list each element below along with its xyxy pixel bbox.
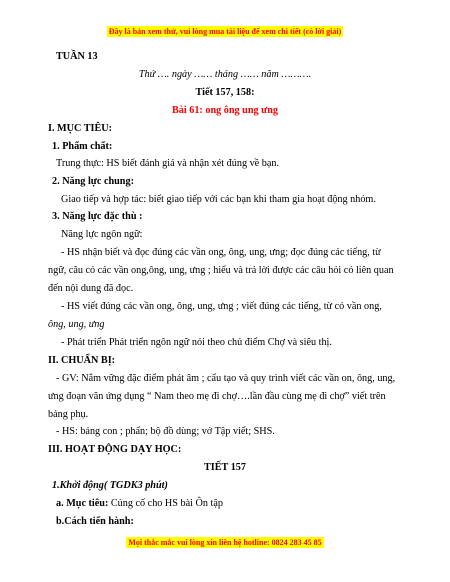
teacher-prep-line-1: - GV: Nắm vững đặc điểm phát âm ; cấu tạo và quy trình viết các vần on, ông, ung, (56, 373, 396, 384)
section-activities-heading: III. HOẠT ĐỘNG DẠY HỌC: (48, 444, 182, 455)
hotline-banner (0, 538, 450, 547)
general-competence-text: Giao tiếp và hợp tác: biết giao tiếp với các bạn khi tham gia hoạt động nhóm. (61, 194, 376, 205)
section-preparation-heading: II. CHUẨN BỊ: (48, 355, 116, 366)
objective-bullet-3: - Phát triển Phát triển ngôn ngữ nói theo chủ điểm Chợ và siêu thị. (61, 337, 332, 348)
lesson-title: Bài 61: ong ông ung ưng (171, 105, 279, 116)
objective-bullet-1-line-2: ngữ, câu có các vần ong,ông, ung, ưng ; hiểu và trả lời được các câu hỏi có liên quan (48, 265, 394, 276)
date-line: Thứ …. ngày …… tháng …… năm ………. (138, 69, 312, 80)
section-objectives-heading: I. MỤC TIÊU: (48, 123, 113, 134)
warmup-goal-label: a. Mục tiêu: (56, 498, 109, 509)
objective-bullet-2-line-1: - HS viết đúng các vần ong, ông, ung, ưng ; viết đúng các tiếng, từ có vần ong, (61, 301, 382, 312)
teacher-prep-line-2: ưng đoạn văn ứng dụng “ Nam theo mẹ đi chợ….lần đầu cùng mẹ đi chợ” viết trên (48, 391, 386, 402)
student-prep: - HS: bảng con ; phấn; bộ đồ dùng; vở Tập viết; SHS. (56, 426, 275, 437)
hotline-banner-text: Mọi thắc mắc vui lòng xin liên hệ hotline: 0824 283 45 85 (128, 538, 322, 547)
language-competence-label: Năng lực ngôn ngữ: (61, 229, 143, 240)
preview-banner-text: Đây là bản xem thử, vui lòng mua tài liệu để xem chi tiết (có lời giải) (108, 27, 342, 36)
objective-bullet-1-line-1: - HS nhận biết và đọc đúng các vần ong, ông, ung, ưng; đọc đúng các tiếng, từ (61, 247, 381, 258)
preview-banner (0, 27, 450, 36)
teacher-prep-line-3: bảng phụ. (48, 409, 89, 420)
period-label: Tiết 157, 158: (195, 87, 255, 98)
warmup-method-heading: b.Cách tiến hành: (56, 516, 134, 527)
activity-period-label: TIẾT 157 (204, 462, 246, 473)
week-label: TUẦN 13 (56, 51, 98, 62)
objective-bullet-1-line-3: đến nội dung đã đọc. (48, 283, 134, 294)
objective-bullet-2-line-2: ông, ung, ưng (48, 319, 105, 330)
warmup-goal (56, 497, 223, 510)
quality-heading: 1. Phẩm chất: (52, 141, 113, 152)
warmup-heading: 1.Khởi động( TGDK3 phút) (52, 480, 168, 491)
specific-competence-heading: 3. Năng lực đặc thù : (52, 211, 143, 222)
general-competence-heading: 2. Năng lực chung: (52, 176, 134, 187)
quality-text: Trung thực: HS biết đánh giá và nhận xét đúng về bạn. (56, 158, 280, 169)
warmup-goal-text: Củng cố cho HS bài Ôn tập (108, 498, 223, 509)
